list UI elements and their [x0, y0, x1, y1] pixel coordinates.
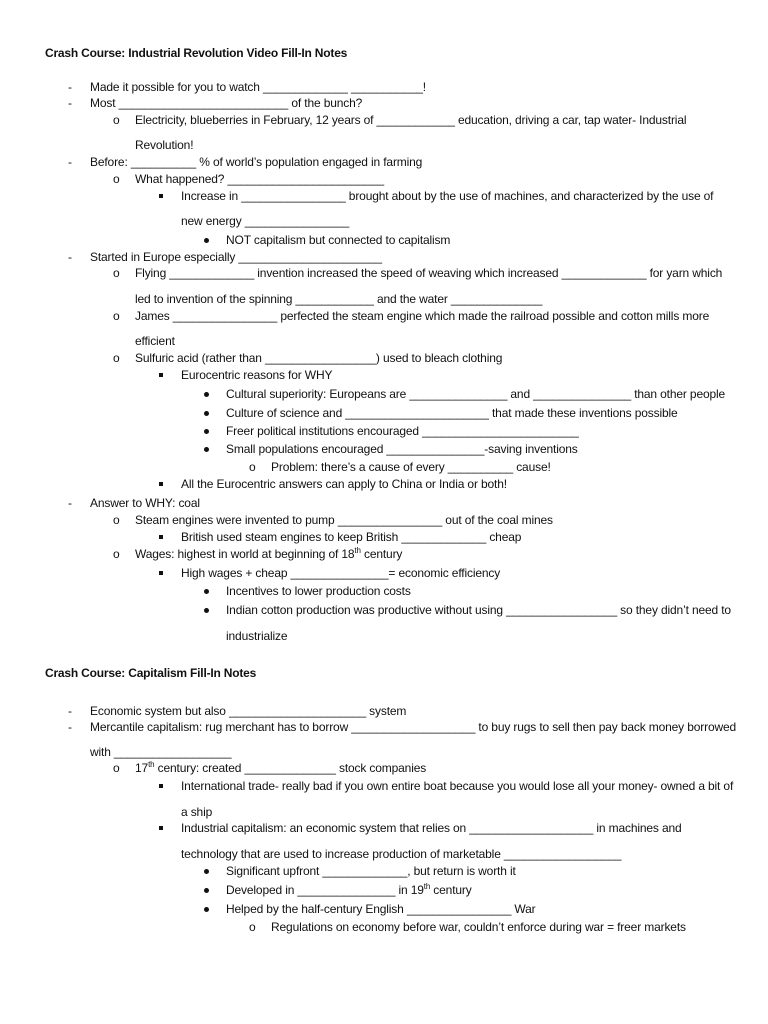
note-line: Culture of science and ______________________ that made these inventions possible	[226, 406, 678, 420]
note-line: Cultural superiority: Europeans are _______________ and _______________ than other people	[226, 387, 726, 401]
note-line: a ship	[181, 805, 213, 819]
note-line: NOT capitalism but connected to capitalism	[226, 233, 451, 247]
note-line: Steam engines were invented to pump ________________ out of the coal mines	[135, 513, 553, 527]
dot-bullet-icon	[204, 589, 209, 594]
square-bullet-icon	[159, 194, 163, 198]
note-line: International trade- really bad if you own entire boat because you would lose all your money- owned a bit of	[181, 779, 734, 793]
note-line: Indian cotton production was productive without using _________________ so they didn’t need to	[226, 603, 731, 617]
square-bullet-icon	[159, 826, 163, 830]
square-bullet-icon	[159, 571, 163, 575]
note-text: century	[430, 883, 472, 897]
circle-marker: o	[113, 309, 120, 323]
dot-bullet-icon	[204, 429, 209, 434]
note-line: technology that are used to increase production of marketable __________________	[181, 847, 622, 861]
note-line: Problem: there’s a cause of every __________ cause!	[271, 460, 551, 474]
note-line	[135, 547, 402, 561]
note-text: century: created ______________ stock companies	[154, 761, 427, 775]
note-line: Most __________________________ of the bunch?	[90, 96, 363, 110]
circle-marker: o	[113, 172, 120, 186]
circle-marker: o	[113, 266, 120, 280]
note-line: Increase in ________________ brought about by the use of machines, and characterized by the use of	[181, 189, 714, 203]
note-line: Started in Europe especially ______________________	[90, 250, 382, 264]
note-line: Significant upfront _____________, but return is worth it	[226, 864, 516, 878]
note-line: What happened? ________________________	[135, 172, 385, 186]
note-line: Before: __________ % of world’s population engaged in farming	[90, 155, 423, 169]
square-bullet-icon	[159, 482, 163, 486]
note-line: High wages + cheap _______________= economic efficiency	[181, 566, 501, 580]
dash-marker: -	[68, 80, 72, 94]
dash-marker: -	[68, 704, 72, 718]
note-line: led to invention of the spinning ____________ and the water ______________	[135, 292, 543, 306]
dash-marker: -	[68, 720, 72, 734]
circle-marker: o	[249, 920, 256, 934]
dash-marker: -	[68, 250, 72, 264]
circle-marker: o	[113, 351, 120, 365]
circle-marker: o	[249, 460, 256, 474]
note-line: All the Eurocentric answers can apply to China or India or both!	[181, 477, 507, 491]
note-line: Mercantile capitalism: rug merchant has to borrow ___________________ to buy rugs to sell then pay back money borrowed	[90, 720, 737, 734]
note-line: efficient	[135, 334, 175, 348]
dot-bullet-icon	[204, 907, 209, 912]
circle-marker: o	[113, 547, 120, 561]
note-line: Industrial capitalism: an economic system that relies on ___________________ in machines and	[181, 821, 682, 835]
dot-bullet-icon	[204, 411, 209, 416]
note-line	[135, 761, 426, 775]
superscript: th	[423, 882, 431, 891]
note-text: century	[360, 547, 403, 561]
note-line: industrialize	[226, 629, 288, 643]
note-text: Wages: highest in world at beginning of 18	[135, 547, 355, 561]
note-line: Answer to WHY: coal	[90, 496, 200, 510]
dash-marker: -	[68, 155, 72, 169]
note-line: Economic system but also _____________________ system	[90, 704, 407, 718]
note-line: Regulations on economy before war, couldn’t enforce during war = freer markets	[271, 920, 686, 934]
dot-bullet-icon	[204, 447, 209, 452]
note-text: Developed in _______________ in 19	[226, 883, 424, 897]
note-line: Incentives to lower production costs	[226, 584, 411, 598]
note-line: Made it possible for you to watch _____________ ___________!	[90, 80, 426, 94]
note-line: Small populations encouraged _______________-saving inventions	[226, 442, 578, 456]
square-bullet-icon	[159, 373, 163, 377]
dash-marker: -	[68, 496, 72, 510]
note-line: Sulfuric acid (rather than _________________) used to bleach clothing	[135, 351, 503, 365]
section-title-industrial: Crash Course: Industrial Revolution Video Fill-In Notes	[45, 46, 348, 60]
square-bullet-icon	[159, 535, 163, 539]
note-line: Freer political institutions encouraged ________________________	[226, 424, 579, 438]
superscript: th	[354, 546, 361, 555]
note-line: Flying _____________ invention increased the speed of weaving which increased _____________ for yarn which	[135, 266, 723, 280]
note-line: James ________________ perfected the steam engine which made the railroad possible and cotton mills more	[135, 309, 710, 323]
dot-bullet-icon	[204, 238, 209, 243]
note-line: Revolution!	[135, 138, 194, 152]
note-line: British used steam engines to keep British _____________ cheap	[181, 530, 522, 544]
dot-bullet-icon	[204, 888, 209, 893]
note-line	[226, 883, 472, 897]
note-line: Eurocentric reasons for WHY	[181, 368, 333, 382]
square-bullet-icon	[159, 784, 163, 788]
note-line: new energy ________________	[181, 214, 350, 228]
note-text: 17	[135, 761, 149, 775]
dot-bullet-icon	[204, 392, 209, 397]
circle-marker: o	[113, 761, 120, 775]
note-line: Electricity, blueberries in February, 12 years of ____________ education, driving a car, tap water- Industrial	[135, 113, 687, 127]
section-title-capitalism: Crash Course: Capitalism Fill-In Notes	[45, 666, 257, 680]
dot-bullet-icon	[204, 869, 209, 874]
dot-bullet-icon	[204, 608, 209, 613]
circle-marker: o	[113, 513, 120, 527]
note-line: with __________________	[90, 745, 232, 759]
circle-marker: o	[113, 113, 120, 127]
note-line: Helped by the half-century English ________________ War	[226, 902, 536, 916]
dash-marker: -	[68, 96, 72, 110]
superscript: th	[148, 760, 155, 769]
